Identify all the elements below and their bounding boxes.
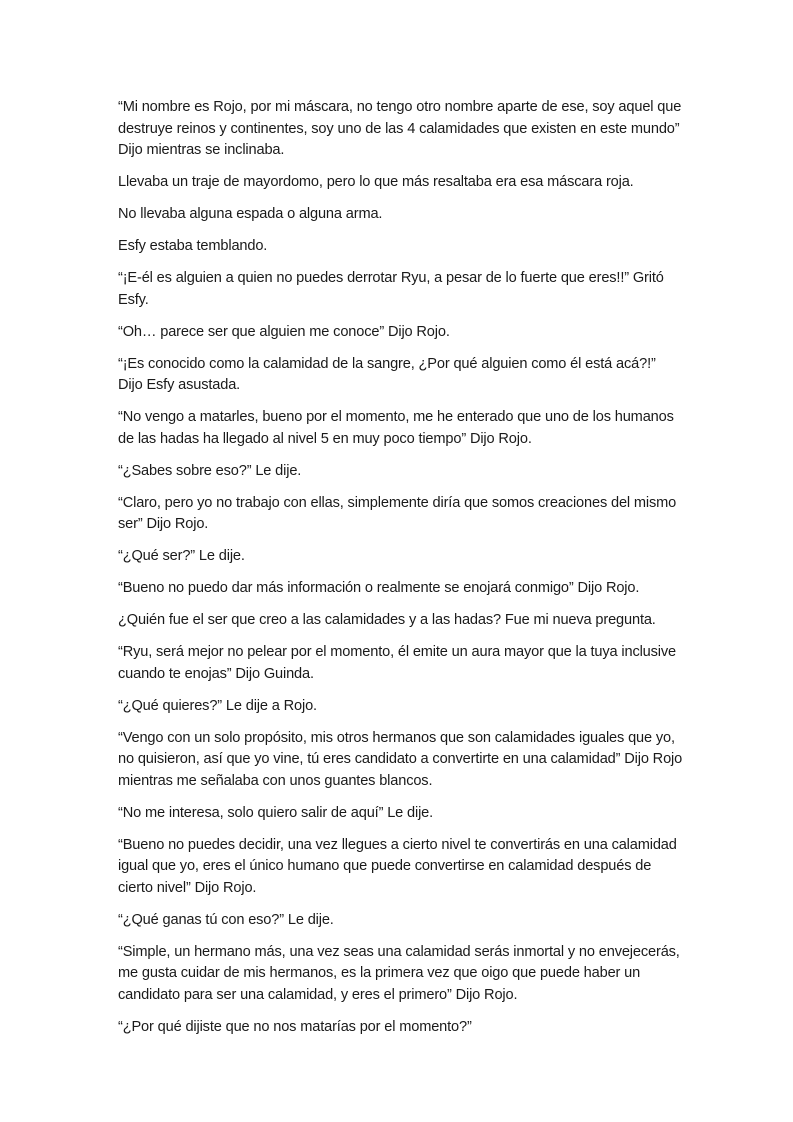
paragraph: “¿Qué ganas tú con eso?” Le dije. [118,911,334,928]
paragraph: “¿Qué quieres?” Le dije a Rojo. [118,697,317,714]
paragraph: “Simple, un hermano más, una vez seas una calamidad serás inmortal y no envejecerás, me gusta cuidar de mis hermanos, es la primera vez que oigo que puede haber un candidato para ser una calamidad, y eres el primero” Dijo Rojo. [118,943,680,1003]
paragraph: “No vengo a matarles, bueno por el momento, me he enterado que uno de los humanos de las hadas ha llegado al nivel 5 en muy poco tiempo” Dijo Rojo. [118,409,674,447]
paragraph: “¿Sabes sobre eso?” Le dije. [118,462,302,479]
paragraph: “Oh… parece ser que alguien me conoce” Dijo Rojo. [118,323,450,340]
paragraph: “Bueno no puedes decidir, una vez llegues a cierto nivel te convertirás en una calamidad igual que yo, eres el único humano que puede convertirse en calamidad después de cierto nivel” Dijo Rojo. [118,836,677,896]
paragraph: “No me interesa, solo quiero salir de aquí” Le dije. [118,804,434,821]
paragraph: “Mi nombre es Rojo, por mi máscara, no tengo otro nombre aparte de ese, soy aquel que destruye reinos y continentes, soy uno de las 4 calamidades que existen en este mundo” Dijo mientras se inclinaba. [118,99,682,158]
paragraph: No llevaba alguna espada o alguna arma. [118,206,383,222]
paragraph: “Ryu, será mejor no pelear por el momento, él emite un aura mayor que la tuya inclusive cuando te enojas” Dijo Guinda. [118,644,677,682]
paragraph: Esfy estaba temblando. [118,238,268,254]
paragraph: “¡Es conocido como la calamidad de la sangre, ¿Por qué alguien como él está acá?!” Dijo Esfy asustada. [118,355,656,393]
paragraph: Llevaba un traje de mayordomo, pero lo que más resaltaba era esa máscara roja. [118,174,634,190]
paragraph: “¿Por qué dijiste que no nos matarías por el momento?” [118,1018,472,1035]
paragraph: “¿Qué ser?” Le dije. [118,548,245,564]
paragraph: “Vengo con un solo propósito, mis otros hermanos que son calamidades iguales que yo, no quisieron, así que yo vine, tú eres candidato a convertirte en una calamidad” Dijo Rojo mientras me señalaba con unos guantes blancos. [118,729,683,789]
document-body [118,97,683,1049]
paragraph: “Bueno no puedo dar más información o realmente se enojará conmigo” Dijo Rojo. [118,580,640,596]
paragraph: “Claro, pero yo no trabajo con ellas, simplemente diría que somos creaciones del mismo ser” Dijo Rojo. [118,494,677,532]
paragraph: ¿Quién fue el ser que creo a las calamidades y a las hadas? Fue mi nueva pregunta. [118,612,656,628]
paragraph: “¡E-él es alguien a quien no puedes derrotar Ryu, a pesar de lo fuerte que eres!!” Gritó Esfy. [118,270,664,308]
